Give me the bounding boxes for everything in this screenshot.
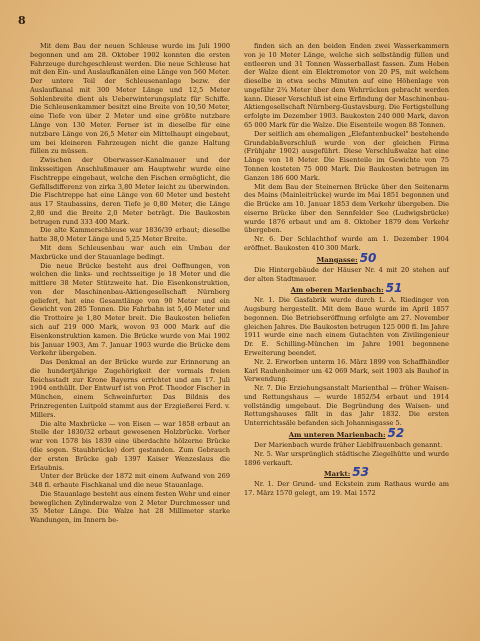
section-heading-text: Am oberen Marienbach:: [290, 286, 384, 295]
paragraph: Nr. 1. Die Gasfabrik wurde durch L. A. Riedinger von Augsburg hergestellt. Mit dem Baue wurde im April 1857 begonnen. Die Betriebseröffnung erfolgte am 27. November gleichen Jahres. Die Baukosten betrugen 125 000 fl. Im Jahre 1911 wurde eine nach einem Gutachten von Zivilingenieur Dr. E. Schilling-München im Jahre 1901 begonnene Erweiterung beendet.: [244, 296, 449, 357]
section-heading-text: Markt:: [324, 470, 351, 479]
paragraph: Die Hintergebäude der Häuser Nr. 4 mit 20 stehen auf der alten Stadtmauer.: [244, 265, 449, 283]
paragraph: Das Denkmal an der Brücke wurde zur Erinnerung an die hundertjährige Zugehörigkeit der vormals freien Reichsstadt zur Krone Bayerns errichtet und am 17. Juli 1904 enthüllt. Der Entwurf ist von Prof. Theodor Fischer in München, einem Schweinfurter. Das Bildnis des Prinzregenten Luitpold stammt aus der Erzgießerei Ferd. v. Millers.: [30, 358, 230, 419]
paragraph: Nr. 7. Die Erziehungsanstalt Marienthal — früher Waisen- und Rettungshaus — wurde 1852/54 erbaut und 1914 vollständig umgebaut. Die Begründung des Waisen- und Rettungshauses fällt in das Jahr 1832. Die ersten Unterrichtssäle befanden sich Johannisgasse 5.: [244, 384, 449, 428]
handwritten-number: 51: [385, 281, 403, 296]
paragraph: Die alte Maxbrücke — von Eisen — war 1858 erbaut an Stelle der 1830/32 erbaut gewesenen Holzbrücke. Vorher war von 1578 bis 1839 eine überdachte hölzerne Brücke (die sogen. Staubbrücke) dort gestanden. Zum Gebrauch der ersten Brücke gab 1397 Kaiser Wenzeslaus die Erlaubnis.: [30, 419, 230, 472]
section-heading-text: Am unteren Marienbach:: [288, 431, 386, 440]
paragraph: Nr. 5. War ursprünglich städtische Ziegelhütte und wurde 1896 verkauft.: [244, 449, 449, 467]
section-heading-oberer-marienbach: [244, 283, 449, 296]
page-number: 8: [18, 14, 26, 27]
left-column: [30, 42, 230, 525]
paragraph: Der seitlich am ehemaligen „Elefantenbuckel" bestehende Grundablaßverschluß wurde von der gleichen Firma (Frühjahr 1902) ausgeführt. Diese Verschlußwalze hat eine Länge von 18 Meter. Die Eisenteile im Gewichte von 75 Tonnen kosteten 75 000 Mark. Die Baukosten betrugen im Ganzen 186 600 Mark.: [244, 129, 449, 182]
right-column: [244, 42, 449, 498]
section-heading-unterer-marienbach: [244, 428, 449, 441]
paragraph: Nr. 2. Erworben unterm 16. März 1899 von Schaffhändler Karl Rauhenheimer um 42 069 Mark, seit 1903 als Bauhof in Verwendung.: [244, 357, 449, 384]
paragraph: Der Marienbach wurde früher Lieblfrauenbach genannt.: [254, 441, 443, 450]
handwritten-number: 50: [359, 250, 377, 265]
paragraph: Mit dem Schleusenbau war auch ein Umbau der Maxbrücke und der Stauanlage bedingt.: [30, 243, 230, 261]
paragraph: Nr. 1. Der Grund- und Eckstein zum Rathaus wurde am 17. März 1570 gelegt, am 19. Mai 1572: [244, 480, 449, 498]
paragraph: Die Stauanlage besteht aus einem festen Wehr und einer beweglichen Zylinderwalze von 2 Meter Durchmesser und 35 Meter Länge. Die Walze hat 28 Millimeter starke Wandungen, im Innern be-: [30, 489, 230, 525]
section-heading-markt: [244, 467, 449, 480]
paragraph: finden sich an den beiden Enden zwei Wasserkammern von je 10 Meter Länge, welche sich selbständig füllen und entleeren und 31 Tonnen Wasserballast fassen. Zum Heben der Walze dient ein Elektromotor von 20 PS, mit welchem dieselbe in etwa sechs Minuten auf eine Höhenlage von ungefähr 2¾ Meter über dem Wehrrücken gebracht werden kann. Dieser Verschluß ist eine Erfindung der Maschinenbau-Aktiengesellschaft Nürnberg-Gustavsburg. Die Fertigstellung erfolgte im Dezember 1903. Baukosten 240 000 Mark, davon 65 000 Mark für die Walze. Die Eisenteile wogen 88 Tonnen.: [244, 42, 450, 130]
paragraph: Die neue Brücke besteht aus drei Oeffnungen, von welchen die links- und rechtsseitige je 18 Meter und die mittlere 38 Meter Stützweite hat. Die Eisenkonstruktion, von der Maschinenbau-Aktiengesellschaft Nürnberg geliefert, hat eine Gesamtlänge von 90 Meter und ein Gewicht von 285 Tonnen. Die Fahrbahn ist 5,40 Meter und die Trottoire je 1,80 Meter breit. Die Baukosten beliefen sich auf 219 000 Mark, wovon 93 000 Mark auf die Eisenkonstruktion kamen. Die Brücke wurde von Mai 1902 bis Januar 1903, Am 7. Januar 1903 wurde die Brücke dem Verkehr übergeben.: [30, 261, 230, 358]
paragraph: Nr. 6. Der Schlachthof wurde am 1. Dezember 1904 eröffnet. Baukosten 410 300 Mark.: [244, 235, 449, 252]
paragraph: Mit dem Bau der Steinernen Brücke über den Seitenarm des Mains (Mainleitrücke) wurde im Mai 1851 begonnen und die Brücke am 10. Januar 1853 dem Verkehr übergeben. Die eiserne Brücke über den Sennfelder See (Ludwigsbrücke) wurde 1876 erbaut und am 8. Oktober 1879 dem Verkehr übergeben.: [244, 182, 449, 235]
handwritten-number: 53: [352, 465, 369, 480]
handwritten-number: 52: [387, 426, 405, 441]
paragraph: Unter der Brücke der 1872 mit einem Aufwand von 269 348 fl. erbaute Fischkanal und die neue Stauanlage.: [30, 472, 230, 490]
paragraph: Die alte Kammerschleuse war 1836/39 erbaut; dieselbe hatte 38,0 Meter Länge und 5,25 Meter Breite.: [30, 226, 230, 244]
paragraph: Mit dem Bau der neuen Schleuse wurde im Juli 1900 begonnen und am 28. Oktober 1902 konnten die ersten Fahrzeuge durchgeschleust werden. Die neue Schleuse hat mit den Ein- und Auslaufkanälen eine Länge von 560 Meter. Der untere Teil der Schleusenanlage bezw. der Auslaufkanal mit 300 Meter Länge und 12,5 Meter Sohlenbreite dient als Ueberwinterungsplatz für Schiffe. Die Schleusenkammer besitzt eine Breite von 10,50 Meter, eine Tiefe von über 2 Meter und eine größte nutzbare Länge von 130 Meter. Ferner ist in dieselbe für eine nutzbare Länge von 26,5 Meter ein Mittelhaupt eingebaut, um bei kleineren Fahrzeugen nicht die ganze Haltung füllen zu müssen.: [30, 42, 230, 156]
section-heading-mangasse: [244, 250, 449, 266]
paragraph: Zwischen der Oberwasser-Kanalmauer und der linksseitigen Anschlußmauer am Hauptwehr wurde eine Fischtreppe eingebaut, welche den Fischen ermöglicht, die Gefällsdifferenz von zirka 3,80 Meter leicht zu überwinden. Die Fischtreppe hat eine Länge von 60 Meter und besteht aus 17 Staubassins, deren Tiefe je 0,80 Meter, die Länge 2,80 und die Breite 2,0 Meter beträgt. Die Baukosten betrugen rund 333 400 Mark.: [30, 156, 230, 226]
section-heading-text: Mangasse:: [316, 255, 358, 264]
